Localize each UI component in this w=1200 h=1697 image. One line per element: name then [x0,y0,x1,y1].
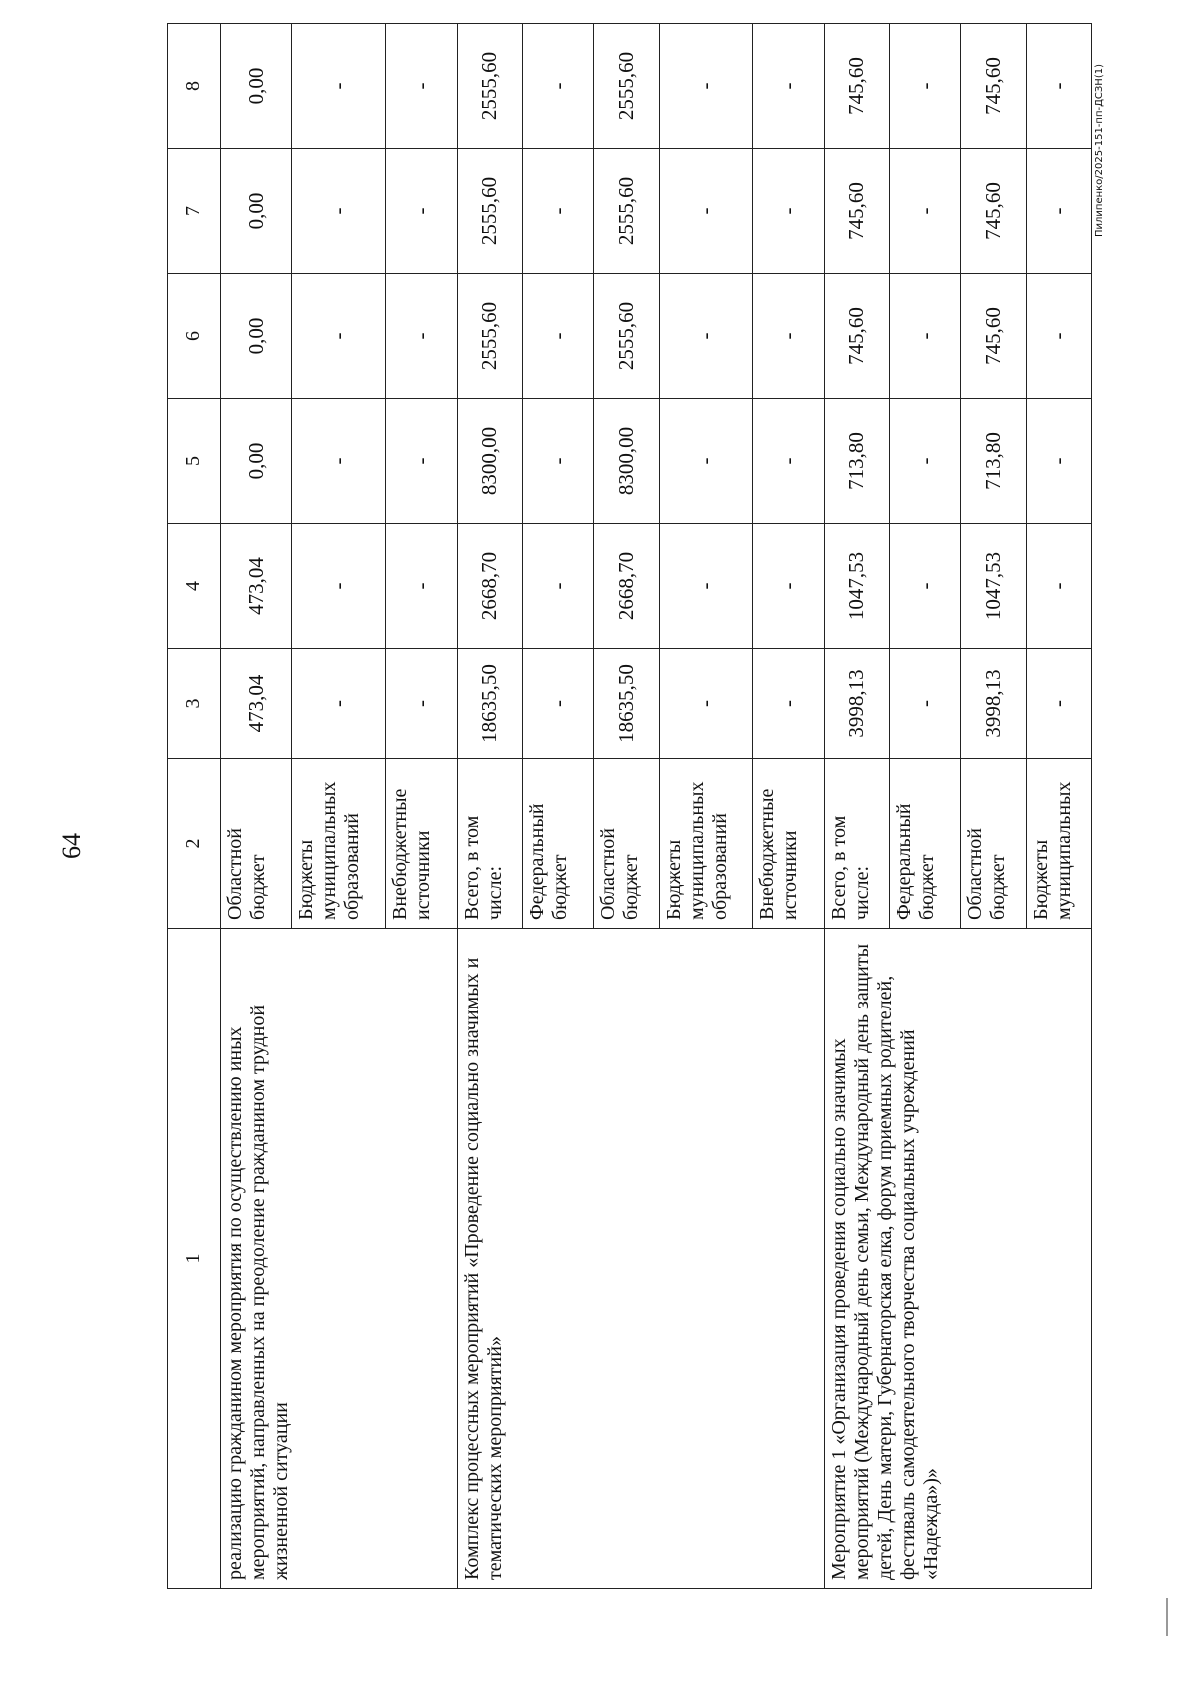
amount-cell: 2555,60 [594,149,659,274]
amount-cell: - [522,274,593,399]
rotated-table-wrapper [167,51,1092,1589]
activity-name-cell: Комплекс процессных мероприятий «Проведение социально значимых и тематических мероприятий» [457,929,824,1589]
amount-cell: - [522,399,593,524]
header-cell: 6 [168,274,221,399]
amount-cell: - [889,524,960,649]
amount-cell: - [659,649,753,759]
amount-cell: 2668,70 [457,524,522,649]
amount-cell: - [386,274,457,399]
amount-cell: - [292,649,386,759]
amount-cell: 2555,60 [594,24,659,149]
funding-source-cell: Бюджеты муниципальных образований [292,759,386,929]
amount-cell: - [889,149,960,274]
amount-cell: 0,00 [220,399,291,524]
amount-cell: 745,60 [824,274,889,399]
budget-table [167,23,1092,1589]
document-code: Пилипенко/2025-151-пп-ДСЗН(1) [1094,64,1105,237]
amount-cell: 2668,70 [594,524,659,649]
header-cell: 1 [168,929,221,1589]
page-number: 64 [57,833,86,859]
funding-source-cell: Всего, в том числе: [824,759,889,929]
funding-source-cell: Областной бюджет [594,759,659,929]
amount-cell: - [753,149,824,274]
amount-cell: 745,60 [961,149,1026,274]
amount-cell: - [292,274,386,399]
amount-cell: - [659,399,753,524]
table-row [220,24,291,1589]
amount-cell: - [386,649,457,759]
header-cell: 7 [168,149,221,274]
amount-cell: 0,00 [220,274,291,399]
amount-cell: 2555,60 [457,274,522,399]
amount-cell: - [1026,399,1091,524]
amount-cell: 8300,00 [457,399,522,524]
amount-cell: - [292,524,386,649]
amount-cell: - [386,24,457,149]
funding-source-cell: Внебюджетные источники [753,759,824,929]
table-body [168,24,1092,1589]
amount-cell: 473,04 [220,524,291,649]
funding-source-cell: Бюджеты муниципальных [1026,759,1091,929]
header-cell: 8 [168,24,221,149]
amount-cell: - [522,649,593,759]
amount-cell: 3998,13 [961,649,1026,759]
amount-cell: 2555,60 [457,149,522,274]
amount-cell: - [1026,524,1091,649]
amount-cell: - [889,649,960,759]
header-cell: 2 [168,759,221,929]
amount-cell: - [659,149,753,274]
header-cell: 3 [168,649,221,759]
funding-source-cell: Бюджеты муниципальных образований [659,759,753,929]
activity-name-cell: Мероприятие 1 «Организация проведения социально значимых мероприятий (Международный день семьи, Международный день защиты детей, День матери, Губернаторская елка, форум приемных родителей, фестиваль самодеятельного творчества социальных учреждений «Надежда»)» [824,929,1091,1589]
amount-cell: - [889,274,960,399]
amount-cell: 473,04 [220,649,291,759]
amount-cell: - [522,149,593,274]
amount-cell: 1047,53 [961,524,1026,649]
amount-cell: - [522,24,593,149]
amount-cell: - [292,24,386,149]
header-cell: 5 [168,399,221,524]
amount-cell: 1047,53 [824,524,889,649]
activity-name-cell: реализацию гражданином мероприятия по осуществлению иных мероприятий, направленных на преодоление гражданином трудной жизненной ситуации [220,929,457,1589]
funding-source-cell: Всего, в том числе: [457,759,522,929]
table-row [457,24,522,1589]
amount-cell: - [753,24,824,149]
amount-cell: - [753,524,824,649]
amount-cell: - [753,649,824,759]
amount-cell: 713,80 [961,399,1026,524]
amount-cell: 745,60 [961,24,1026,149]
funding-source-cell: Областной бюджет [961,759,1026,929]
amount-cell: - [1026,24,1091,149]
amount-cell: 745,60 [824,24,889,149]
amount-cell: 2555,60 [594,274,659,399]
amount-cell: 8300,00 [594,399,659,524]
amount-cell: - [659,524,753,649]
amount-cell: 18635,50 [457,649,522,759]
margin-line [1166,1598,1168,1636]
amount-cell: - [889,24,960,149]
amount-cell: 745,60 [824,149,889,274]
amount-cell: 0,00 [220,24,291,149]
amount-cell: - [386,524,457,649]
amount-cell: - [753,274,824,399]
amount-cell: 18635,50 [594,649,659,759]
funding-source-cell: Федеральный бюджет [889,759,960,929]
amount-cell: - [386,149,457,274]
amount-cell: - [522,524,593,649]
table-row [824,24,889,1589]
funding-source-cell: Областной бюджет [220,759,291,929]
amount-cell: - [292,149,386,274]
amount-cell: - [292,399,386,524]
funding-source-cell: Федеральный бюджет [522,759,593,929]
amount-cell: - [659,274,753,399]
amount-cell: - [1026,649,1091,759]
amount-cell: - [1026,149,1091,274]
amount-cell: - [659,24,753,149]
amount-cell: 2555,60 [457,24,522,149]
amount-cell: 0,00 [220,149,291,274]
amount-cell: - [1026,274,1091,399]
funding-source-cell: Внебюджетные источники [386,759,457,929]
header-row [168,24,221,1589]
amount-cell: - [889,399,960,524]
header-cell: 4 [168,524,221,649]
amount-cell: 3998,13 [824,649,889,759]
amount-cell: 713,80 [824,399,889,524]
amount-cell: - [753,399,824,524]
amount-cell: - [386,399,457,524]
amount-cell: 745,60 [961,274,1026,399]
